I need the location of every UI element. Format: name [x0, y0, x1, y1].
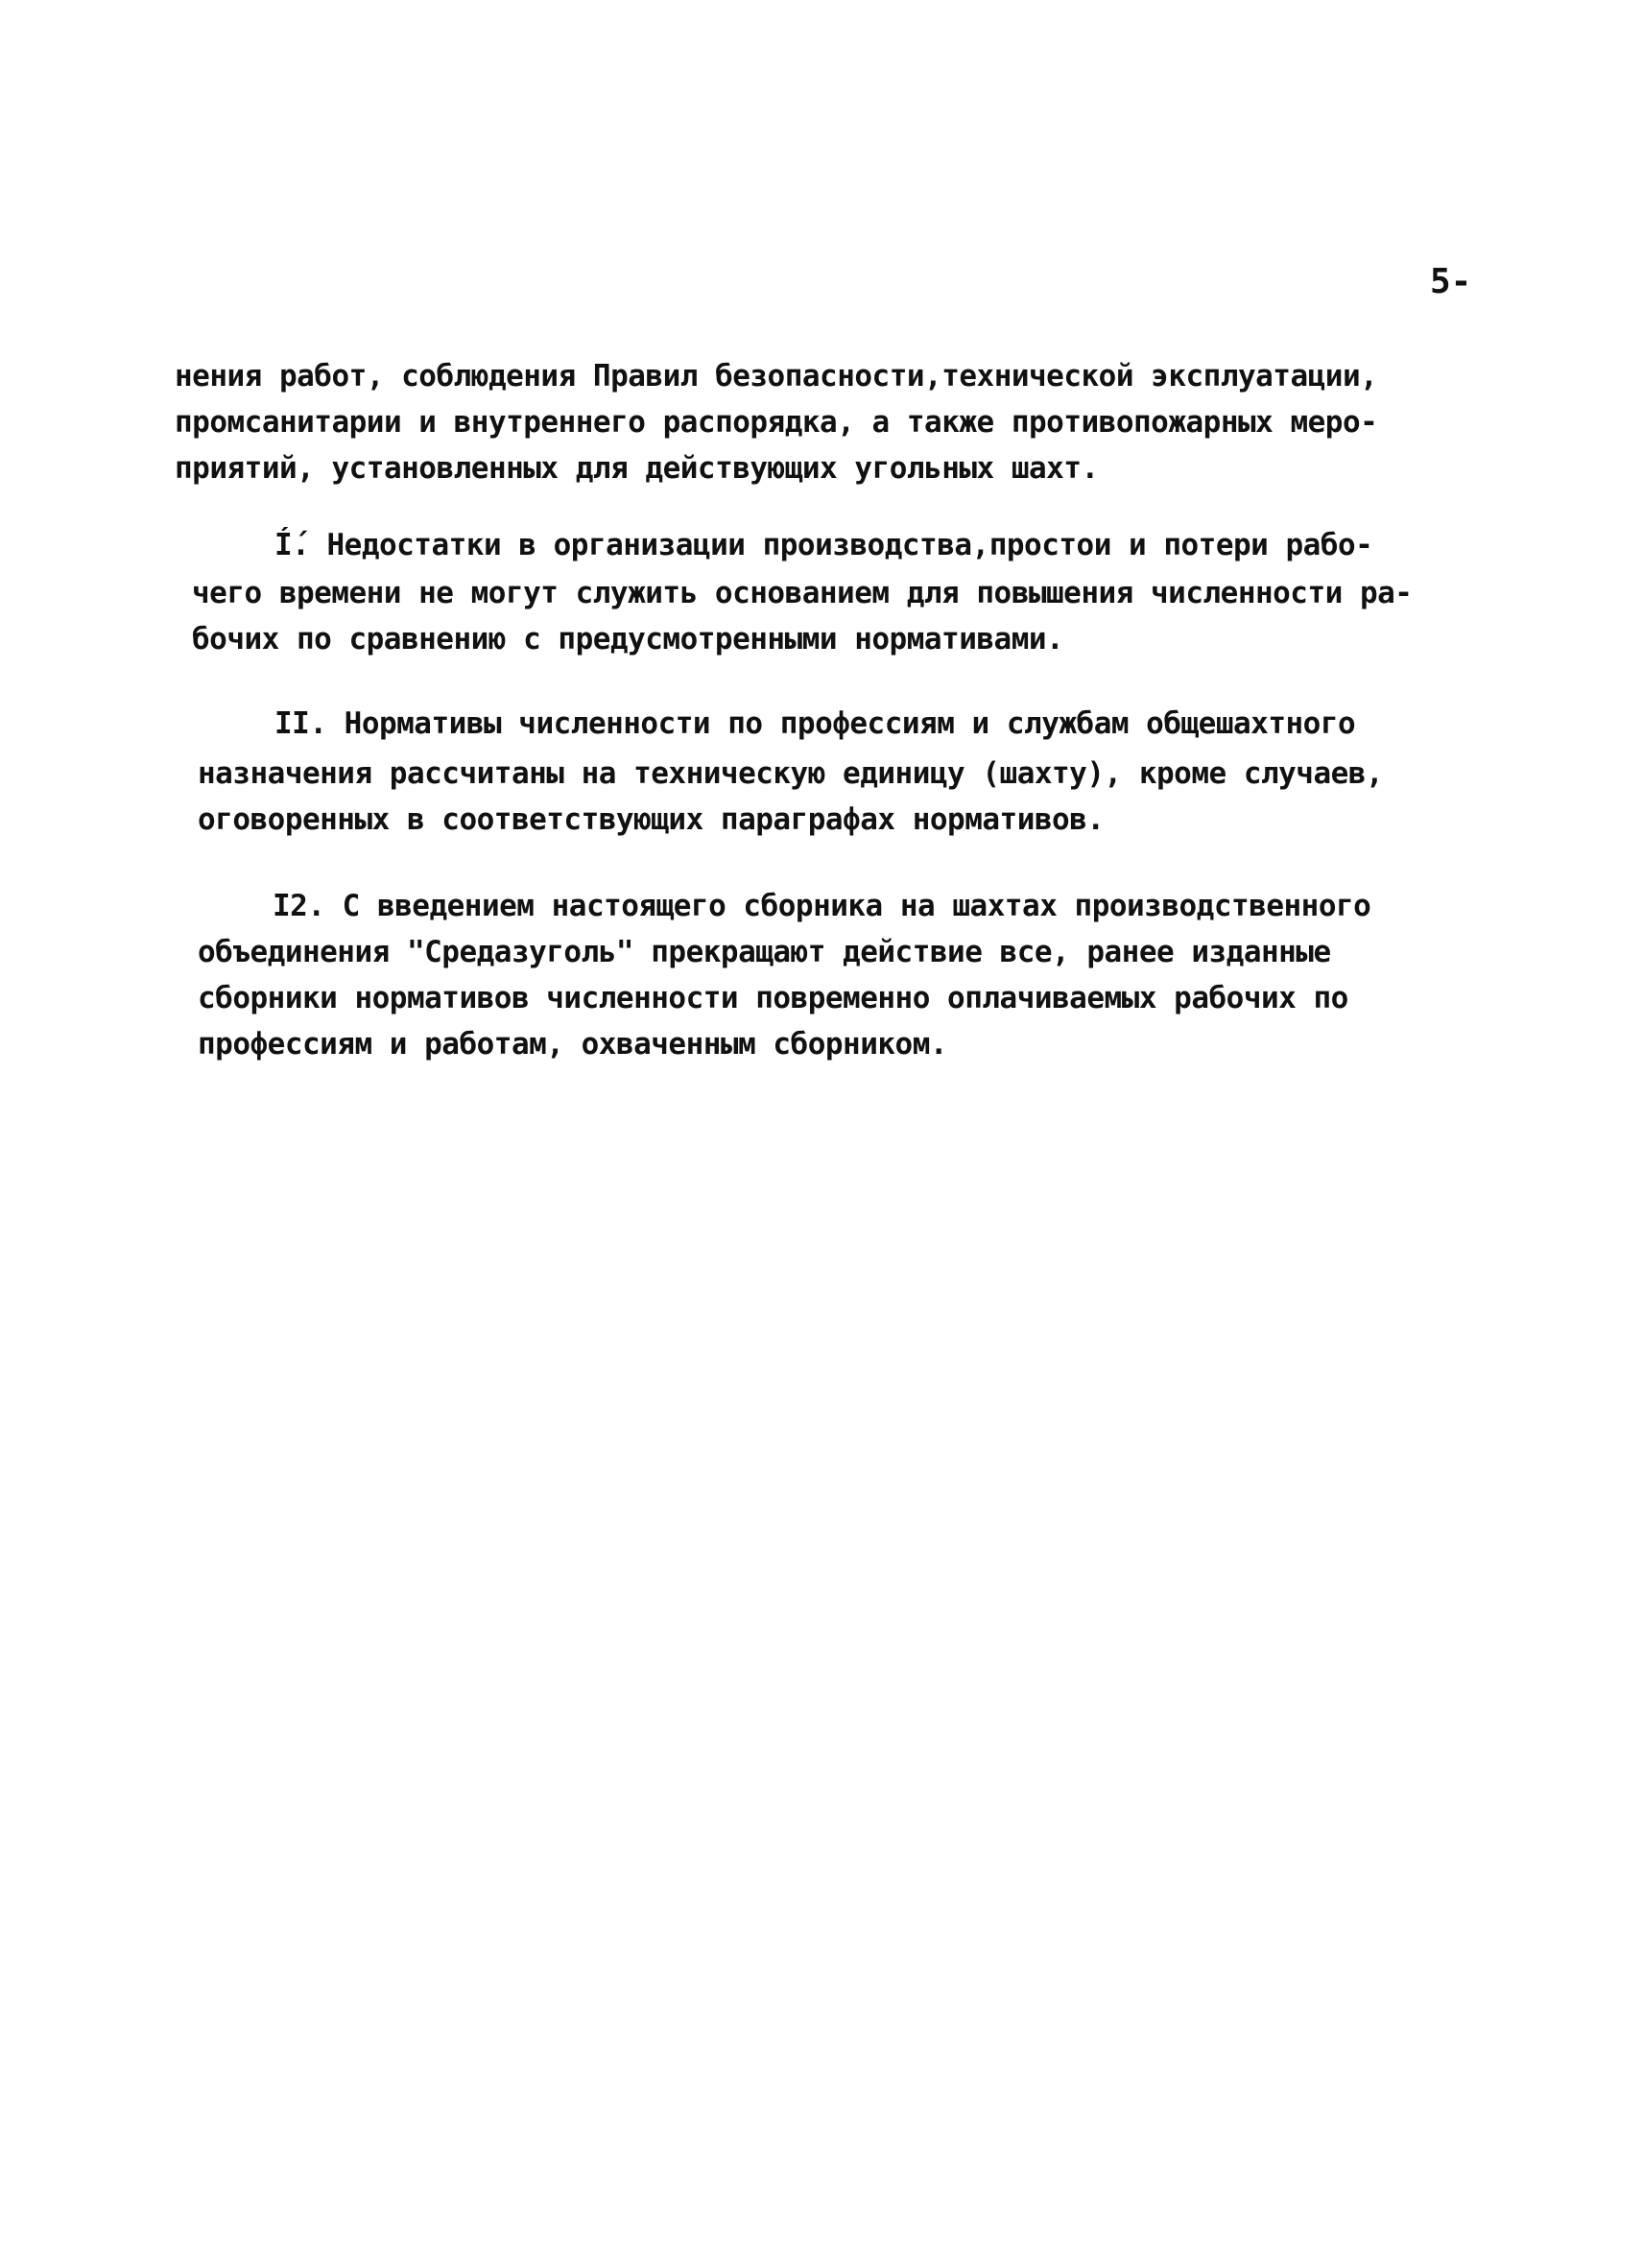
paragraph-1-line-1: нения работ, соблюдения Правил безопасности,технической эксплуатации, [175, 359, 1378, 394]
paragraph-12-line-2: объединения "Средазуголь" прекращают действие все, ранее изданные [198, 935, 1331, 969]
paragraph-1-line-2: промсанитарии и внутреннего распорядка, а также противопожарных меро- [175, 405, 1378, 440]
paragraph-10-line-3: бочих по сравнению с предусмотренными нормативами. [192, 622, 1064, 657]
paragraph-12-line-1: I2. С введением настоящего сборника на шахтах производственного [273, 889, 1371, 923]
paragraph-12-line-4: профессиям и работам, охваченным сборником. [198, 1027, 948, 1062]
paragraph-12-line-3: сборники нормативов численности повременно оплачиваемых рабочих по [198, 981, 1348, 1015]
paragraph-11-line-2: назначения рассчитаны на техническую единицу (шахту), кроме случаев, [198, 756, 1384, 791]
paragraph-11-line-1: II. Нормативы численности по профессиям и службам общешахтного [274, 706, 1356, 741]
paragraph-11-line-3: оговоренных в соответствующих параграфах нормативов. [198, 802, 1105, 837]
paragraph-10-line-2: чего времени не могут служить основанием для повышения численности ра- [192, 576, 1413, 610]
paragraph-1-line-3: приятий, установленных для действующих угольных шахт. [175, 451, 1099, 486]
paragraph-10-line-1: Í́. Недостатки в организации производства,простои и потери рабо- [274, 528, 1373, 562]
page-number: 5- [1430, 262, 1472, 301]
